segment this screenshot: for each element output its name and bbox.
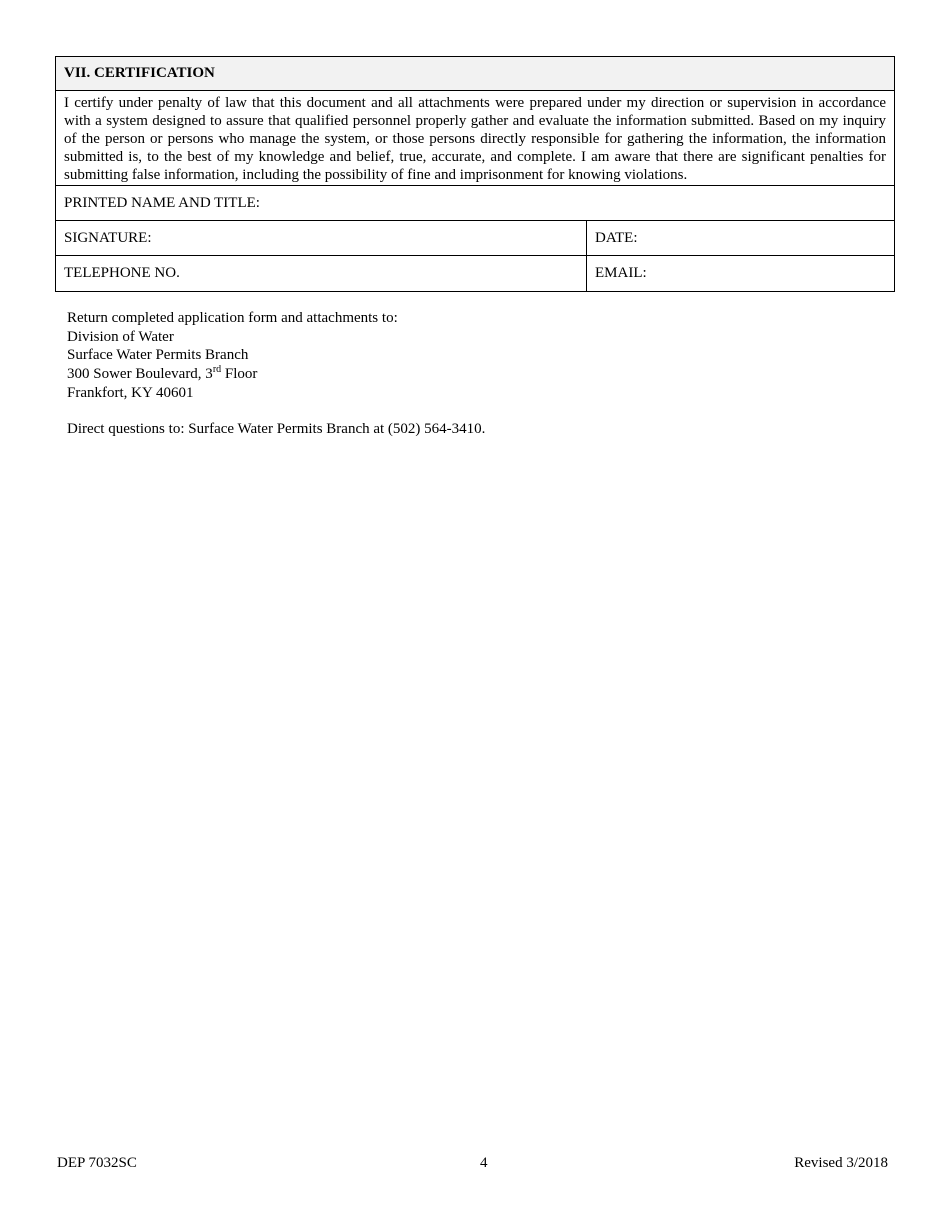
printed-name-field[interactable] [56, 186, 894, 220]
revision-date: Revised 3/2018 [794, 1155, 888, 1171]
certification-section [55, 56, 895, 292]
return-city: Frankfort, KY 40601 [67, 384, 194, 401]
return-division: Division of Water [67, 328, 174, 345]
certification-statement: I certify under penalty of law that this document and all attachments were prepared under my direction or supervision in accordance with a system designed to assure that qualified personnel properly gather and evaluate the information submitted. Based on my inquiry of the person or persons who manage the system, or those persons directly responsible for gathering the information, the information submitted is, to the best of my knowledge and belief, true, accurate, and complete. I am aware that there are significant penalties for submitting false information, including the possibility of fine and imprisonment for knowing violations. [56, 91, 894, 186]
page-number: 4 [480, 1155, 488, 1171]
email-field[interactable] [587, 256, 894, 291]
return-intro: Return completed application form and attachments to: [67, 310, 398, 326]
questions-contact: Direct questions to: Surface Water Permits Branch at (502) 564-3410. [67, 421, 486, 437]
printed-name-row [56, 186, 894, 221]
contact-row [56, 256, 894, 291]
email-label: EMAIL: [595, 265, 647, 281]
form-number: DEP 7032SC [57, 1155, 137, 1171]
printed-name-label: PRINTED NAME AND TITLE: [64, 194, 260, 211]
signature-label: SIGNATURE: [64, 229, 152, 246]
date-label: DATE: [595, 229, 638, 246]
section-title: VII. CERTIFICATION [56, 57, 894, 91]
return-branch: Surface Water Permits Branch [67, 347, 249, 364]
return-address-block [67, 309, 398, 403]
return-street [67, 365, 398, 384]
signature-row [56, 221, 894, 256]
signature-field[interactable] [56, 221, 587, 255]
telephone-field[interactable] [56, 256, 587, 291]
telephone-label: TELEPHONE NO. [64, 265, 180, 281]
street-prefix: 300 Sower Boulevard, 3 [67, 366, 213, 383]
street-suffix: Floor [221, 366, 258, 383]
date-field[interactable] [587, 221, 894, 255]
ordinal-suffix: rd [212, 364, 222, 376]
